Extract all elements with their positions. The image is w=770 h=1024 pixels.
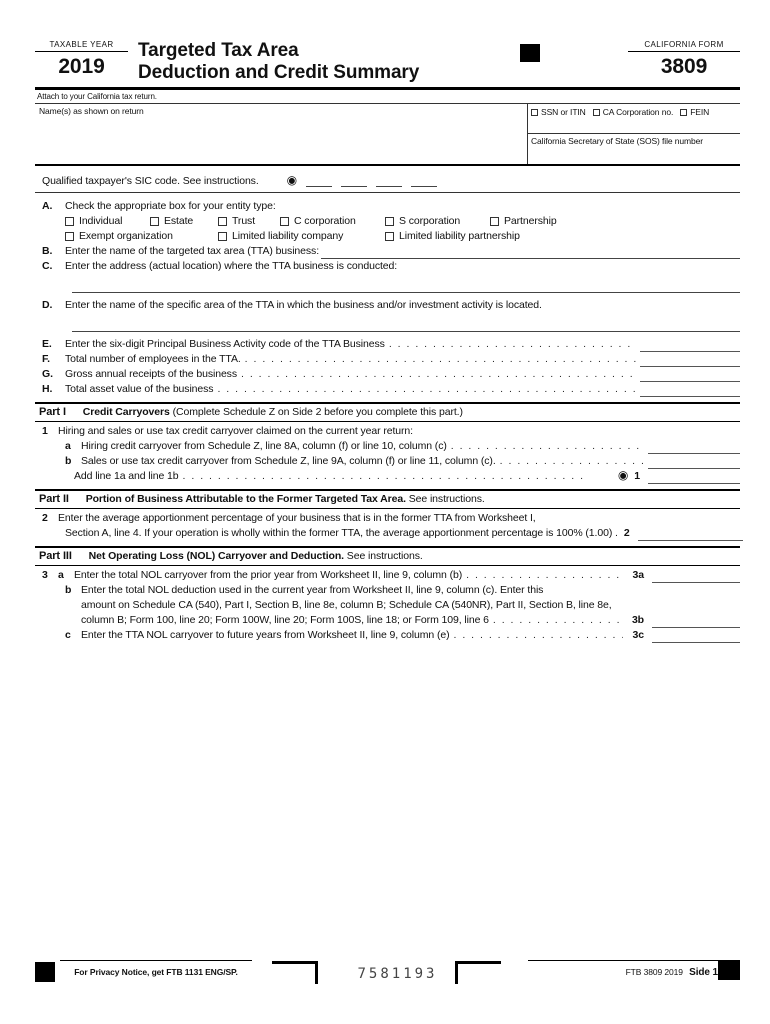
part2-note-text: See instructions. [408, 493, 485, 505]
section-letter: E. [42, 338, 52, 350]
checkbox-llp[interactable] [385, 229, 520, 244]
section-letter: A. [42, 200, 53, 212]
checkbox-individual[interactable] [65, 214, 150, 229]
checkbox-partnership[interactable] [490, 214, 557, 229]
line2-row-1 [35, 511, 740, 526]
line2-text2: Section A, line 4. If your operation is wholly within the former TTA, the average apportionment percentage is 100% (1.00) . [65, 527, 618, 539]
sos-input-area[interactable] [528, 134, 740, 164]
checkbox-icon[interactable] [385, 217, 394, 226]
section-h-text: Total asset value of the business [65, 383, 214, 395]
part2-label: Part II [39, 493, 69, 505]
section-letter: H. [42, 383, 53, 395]
entry-line[interactable] [640, 354, 740, 367]
entry-line[interactable] [652, 615, 740, 628]
checkbox-label: C corporation [294, 215, 356, 227]
line3a-row [35, 568, 740, 583]
line3b-text1: Enter the total NOL deduction used in the current year from Worksheet II, line 9, column (c). Enter this [81, 584, 544, 596]
checkbox-icon[interactable] [218, 217, 227, 226]
checkbox-label: Individual [79, 215, 123, 227]
entry-line[interactable] [640, 384, 740, 397]
line1b-text: Sales or use tax credit carryover from Schedule Z, line 9A, column (f) or line 11, column (c). [81, 455, 496, 467]
checkbox-ca-corporation[interactable] [593, 107, 674, 117]
line-ref: 3b [631, 614, 644, 626]
sic-code-row [35, 166, 740, 192]
line3c-row [35, 628, 740, 643]
checkbox-icon[interactable] [280, 217, 289, 226]
checkbox-icon[interactable] [680, 109, 687, 116]
checkbox-s-corporation[interactable] [385, 214, 490, 229]
black-square-mark-icon [35, 962, 55, 982]
line-ref: 3a [632, 569, 644, 581]
checkbox-estate[interactable] [150, 214, 218, 229]
section-c-row [35, 259, 740, 274]
california-form-label: CALIFORNIA FORM [628, 40, 740, 52]
privacy-notice: For Privacy Notice, get FTB 1131 ENG/SP. [60, 960, 252, 977]
part2-title: Portion of Business Attributable to the Former Targeted Tax Area. [85, 493, 406, 505]
checkbox-label: S corporation [399, 215, 461, 227]
line1b-row [35, 454, 740, 469]
section-g-text: Gross annual receipts of the business [65, 368, 237, 380]
section-letter: F. [42, 353, 50, 365]
dotted-leader [245, 352, 636, 367]
checkbox-label: Limited liability company [232, 230, 344, 242]
entry-line[interactable] [652, 630, 740, 643]
id-column [528, 104, 740, 164]
black-square-mark-icon [718, 960, 740, 980]
checkbox-icon[interactable] [490, 217, 499, 226]
dotted-leader [183, 469, 586, 484]
section-letter: D. [42, 299, 53, 311]
section-g-row [35, 367, 740, 382]
checkbox-icon[interactable] [385, 232, 394, 241]
checkbox-icon[interactable] [531, 109, 538, 116]
section-h-row [35, 382, 740, 397]
form-number: 3809 [660, 55, 708, 78]
dotted-leader [454, 628, 623, 643]
form-footer [35, 957, 740, 991]
dotted-leader [217, 382, 636, 397]
section-b-text: Enter the name of the targeted tax area (TTA) business: [65, 245, 320, 257]
part3-note-text: See instructions. [346, 550, 423, 562]
id-type-row [528, 104, 740, 134]
target-mark-icon: ◉ [617, 468, 629, 482]
section-d-text: Enter the name of the specific area of the TTA in which the business and/or investment activity is located. [65, 299, 542, 311]
section-letter: B. [42, 245, 53, 257]
corner-bracket-icon [272, 961, 318, 984]
checkbox-fein[interactable] [680, 107, 709, 117]
checkbox-label: Partnership [504, 215, 557, 227]
checkbox-label: SSN or ITIN [541, 107, 586, 117]
entry-line[interactable] [640, 339, 740, 352]
checkbox-label: Exempt organization [79, 230, 173, 242]
line3b-row-2 [35, 598, 740, 613]
section-a-row [35, 199, 740, 214]
line3c-text: Enter the TTA NOL carryover to future years from Worksheet II, line 9, column (e) [81, 629, 450, 641]
dotted-leader [493, 613, 622, 628]
section-e-text: Enter the six-digit Principal Business Activity code of the TTA Business [65, 338, 385, 350]
checkbox-icon[interactable] [65, 232, 74, 241]
form-title-line1: Targeted Tax Area [138, 40, 299, 61]
line-sub-letter: a [58, 569, 64, 581]
checkbox-label: Trust [232, 215, 256, 227]
line3b-row-1 [35, 583, 740, 598]
section-c-text: Enter the address (actual location) where the TTA business is conducted: [65, 260, 398, 272]
checkbox-c-corporation[interactable] [280, 214, 385, 229]
checkbox-label: FEIN [690, 107, 710, 117]
line2-row-2 [35, 526, 740, 541]
entry-line[interactable] [640, 369, 740, 382]
line3b-row-3 [35, 613, 740, 628]
checkbox-llc[interactable] [218, 229, 385, 244]
entry-line[interactable] [648, 471, 740, 484]
name-id-table [35, 104, 740, 166]
sic-digit-line[interactable] [376, 175, 402, 187]
entry-line[interactable] [72, 274, 740, 293]
checkbox-icon[interactable] [593, 109, 600, 116]
line-number: 3 [42, 569, 48, 581]
california-form-block [628, 40, 740, 79]
name-input-area[interactable] [35, 104, 528, 164]
line1-row [35, 424, 740, 439]
line-sub-letter: a [65, 440, 71, 452]
line3b-text3: column B; Form 100, line 20; Form 100W, line 20; Form 100S, line 18; or Form 109, line 6 [81, 614, 489, 626]
section-b-row [35, 244, 740, 259]
part3-title: Net Operating Loss (NOL) Carryover and Deduction. [88, 550, 344, 562]
name-label: Name(s) as shown on return [39, 106, 144, 116]
part1-label: Part I [39, 406, 66, 418]
checkbox-icon[interactable] [65, 217, 74, 226]
form-title [128, 40, 520, 84]
part1-title: Credit Carryovers [82, 406, 170, 418]
line-ref: 2 [623, 527, 630, 539]
section-letter: C. [42, 260, 53, 272]
form-scanline-code: 7581193 [357, 966, 438, 982]
dotted-leader [466, 568, 622, 583]
entity-type-row-2 [35, 229, 740, 244]
form-reference [528, 960, 718, 978]
section-e-row [35, 337, 740, 352]
sic-digit-line[interactable] [341, 175, 367, 187]
line-sub-letter: b [65, 584, 72, 596]
checkbox-icon[interactable] [218, 232, 227, 241]
section-d-row [35, 298, 740, 313]
sic-digit-line[interactable] [411, 175, 437, 187]
checkbox-label: CA Corporation no. [602, 107, 674, 117]
entity-type-row-1 [35, 214, 740, 229]
line3a-text: Enter the total NOL carryover from the prior year from Worksheet II, line 9, column (b) [74, 569, 463, 581]
line-sub-letter: b [65, 455, 72, 467]
sic-label: Qualified taxpayer's SIC code. See instructions. [42, 175, 259, 187]
part2-heading [35, 489, 740, 509]
add-line-row [35, 469, 740, 484]
attach-note: Attach to your California tax return. [37, 92, 157, 101]
line-sub-letter: c [65, 629, 71, 641]
dotted-leader [241, 367, 636, 382]
sos-label: California Secretary of State (SOS) file number [531, 136, 703, 146]
line3b-text2: amount on Schedule CA (540), Part I, Section B, line 8e, column B; Schedule CA (540NR), Part II, Section B, line 8e, [81, 599, 612, 611]
line-number: 2 [42, 512, 48, 524]
part3-heading [35, 546, 740, 566]
checkbox-label: Limited liability partnership [399, 230, 520, 242]
entry-line[interactable] [321, 247, 740, 259]
target-mark-icon: ◉ [286, 173, 298, 187]
section-letter: G. [42, 368, 53, 380]
entry-line[interactable] [648, 441, 740, 454]
dotted-leader [389, 337, 636, 352]
form-title-line2: Deduction and Credit Summary [138, 62, 420, 83]
entry-line[interactable] [648, 456, 740, 469]
part1-heading [35, 402, 740, 422]
form-ref-number: FTB 3809 [625, 967, 663, 977]
section-a-text: Check the appropriate box for your entity type: [65, 200, 276, 212]
checkbox-exempt-organization[interactable] [65, 229, 218, 244]
form-ref-year: 2019 [664, 967, 683, 977]
taxable-year-label: TAXABLE YEAR [35, 40, 128, 52]
line1a-text: Hiring credit carryover from Schedule Z, line 8A, column (f) or line 10, column (c) [81, 440, 447, 452]
line2-text1: Enter the average apportionment percentage of your business that is in the former TTA from Worksheet I, [58, 512, 536, 524]
checkbox-label: Estate [164, 215, 194, 227]
dotted-leader [500, 454, 644, 469]
taxable-year-value: 2019 [58, 55, 105, 78]
dotted-leader [451, 439, 644, 454]
part1-note-text: (Complete Schedule Z on Side 2 before you complete this part.) [172, 406, 463, 418]
form-header [35, 40, 740, 84]
line-ref: 3c [632, 629, 644, 641]
corner-bracket-icon [455, 961, 501, 984]
checkbox-trust[interactable] [218, 214, 280, 229]
line-ref: 1 [634, 470, 640, 482]
section-f-text: Total number of employees in the TTA. [65, 353, 241, 365]
part3-label: Part III [39, 550, 72, 562]
entry-line[interactable] [652, 570, 740, 583]
checkbox-icon[interactable] [150, 217, 159, 226]
side-label: Side 1 [689, 967, 718, 978]
section-f-row [35, 352, 740, 367]
taxable-year-block [35, 40, 128, 79]
checkbox-ssn-itin[interactable] [531, 107, 586, 117]
entry-line[interactable] [638, 528, 743, 541]
line-number: 1 [42, 425, 48, 437]
black-square-mark-icon [520, 44, 540, 62]
add-line-text: Add line 1a and line 1b [74, 470, 179, 482]
sic-digit-line[interactable] [306, 175, 332, 187]
entry-line[interactable] [72, 313, 740, 332]
line1-text: Hiring and sales or use tax credit carryover claimed on the current year return: [58, 425, 413, 437]
line1a-row [35, 439, 740, 454]
